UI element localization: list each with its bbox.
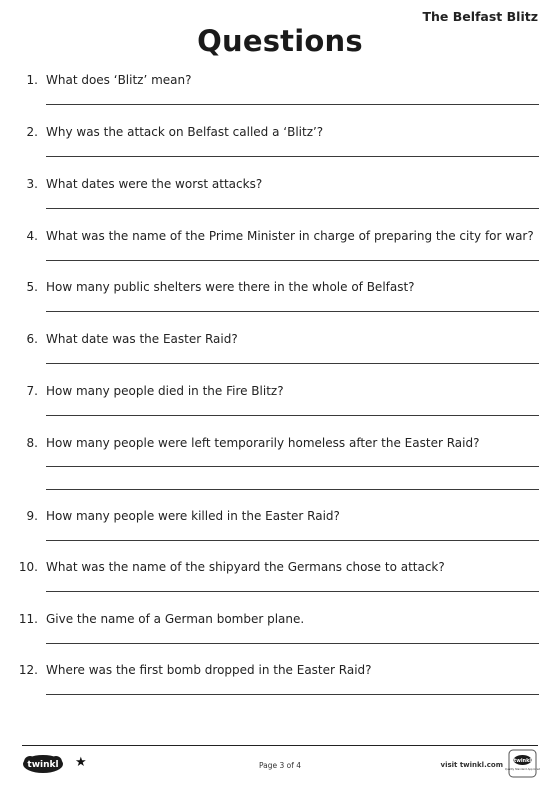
question-text: What was the name of the Prime Minister in charge of preparing the city for war? — [46, 229, 534, 243]
question-text: How many public shelters were there in the whole of Belfast? — [46, 280, 415, 294]
question-4 — [0, 226, 560, 246]
question-text: What does ‘Blitz’ mean? — [46, 73, 192, 87]
answer-line[interactable] — [46, 208, 539, 209]
question-8 — [0, 433, 560, 453]
question-6 — [0, 329, 560, 349]
question-text: Why was the attack on Belfast called a ‘Blitz’? — [46, 125, 324, 139]
question-text: What date was the Easter Raid? — [46, 332, 238, 346]
answer-line[interactable] — [46, 260, 539, 261]
answer-line[interactable] — [46, 489, 539, 490]
question-12 — [0, 660, 560, 680]
question-number: 9. — [26, 509, 38, 523]
answer-line[interactable] — [46, 466, 539, 467]
question-text: How many people were killed in the Easter Raid? — [46, 509, 340, 523]
answer-line[interactable] — [46, 540, 539, 541]
question-9 — [0, 506, 560, 526]
page-number: Page 3 of 4 — [258, 761, 302, 770]
question-number: 3. — [26, 177, 38, 191]
answer-line[interactable] — [46, 415, 539, 416]
answer-line[interactable] — [46, 104, 539, 105]
question-number: 4. — [26, 229, 38, 243]
question-text: How many people were left temporarily homeless after the Easter Raid? — [46, 436, 480, 450]
question-3 — [0, 174, 560, 194]
page-tag: The Belfast Blitz — [422, 9, 538, 24]
page-title: Questions — [197, 24, 363, 58]
answer-line[interactable] — [46, 643, 539, 644]
answer-line[interactable] — [46, 591, 539, 592]
question-number: 1. — [26, 73, 38, 87]
question-text: How many people died in the Fire Blitz? — [46, 384, 284, 398]
question-11 — [0, 609, 560, 629]
question-7 — [0, 381, 560, 401]
answer-line[interactable] — [46, 694, 539, 695]
question-10 — [0, 557, 560, 577]
quality-badge — [504, 749, 541, 778]
question-number: 5. — [26, 280, 38, 294]
answer-line[interactable] — [46, 311, 539, 312]
question-text: What was the name of the shipyard the Germans chose to attack? — [46, 560, 445, 574]
question-number: 11. — [18, 612, 38, 626]
visit-link[interactable]: visit twinkl.com — [440, 761, 503, 769]
star-icon: ★ — [75, 755, 87, 770]
question-number: 2. — [26, 125, 38, 139]
answer-line[interactable] — [46, 156, 539, 157]
logo-text: twinkl — [27, 760, 59, 770]
footer-divider — [22, 745, 538, 746]
question-text: What dates were the worst attacks? — [46, 177, 263, 191]
question-text: Where was the first bomb dropped in the Easter Raid? — [46, 663, 372, 677]
question-number: 12. — [18, 663, 38, 677]
badge-caption: Quality Standard Approved — [504, 768, 541, 771]
question-number: 10. — [18, 560, 38, 574]
question-number: 6. — [26, 332, 38, 346]
question-2 — [0, 122, 560, 142]
badge-logo-text: twinkl — [513, 758, 532, 764]
question-1 — [0, 70, 560, 90]
question-text: Give the name of a German bomber plane. — [46, 612, 305, 626]
answer-line[interactable] — [46, 363, 539, 364]
question-number: 8. — [26, 436, 38, 450]
question-number: 7. — [26, 384, 38, 398]
question-5 — [0, 277, 560, 297]
